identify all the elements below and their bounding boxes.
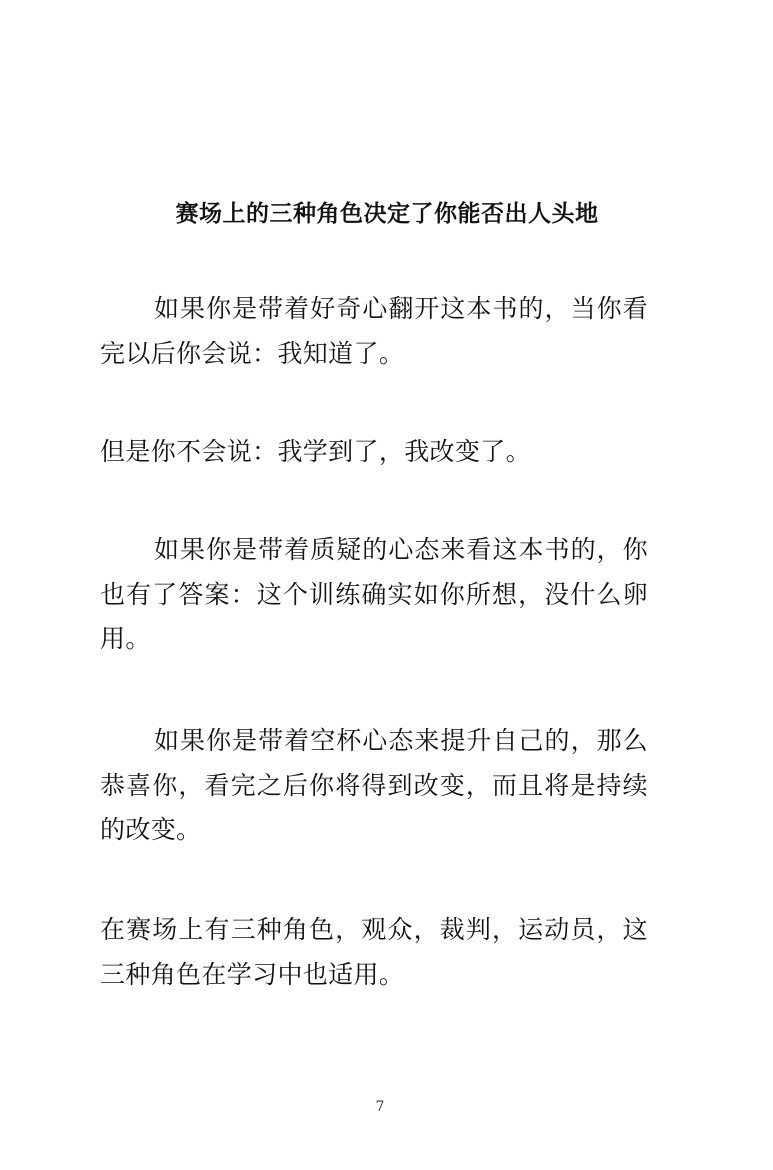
paragraph-curiosity: 如果你是带着好奇心翻开这本书的，当你看完以后你会说：我知道了。 [100,294,648,368]
paragraph-doubt: 如果你是带着质疑的心态来看这本书的，你也有了答案：这个训练确实如你所想，没什么卵用。 [100,535,648,653]
paragraph-empty-cup: 如果你是带着空杯心态来提升自己的，那么恭喜你，看完之后你将得到改变，而且将是持续的改变。 [100,726,648,844]
paragraph-but-not-learned: 但是你不会说：我学到了，我改变了。 [100,437,531,466]
page-number: 7 [375,1099,385,1115]
paragraph-three-roles: 在赛场上有三种角色，观众，裁判，运动员，这三种角色在学习中也适用。 [100,915,648,989]
chapter-title: 赛场上的三种角色决定了你能否出人头地 [175,201,599,227]
